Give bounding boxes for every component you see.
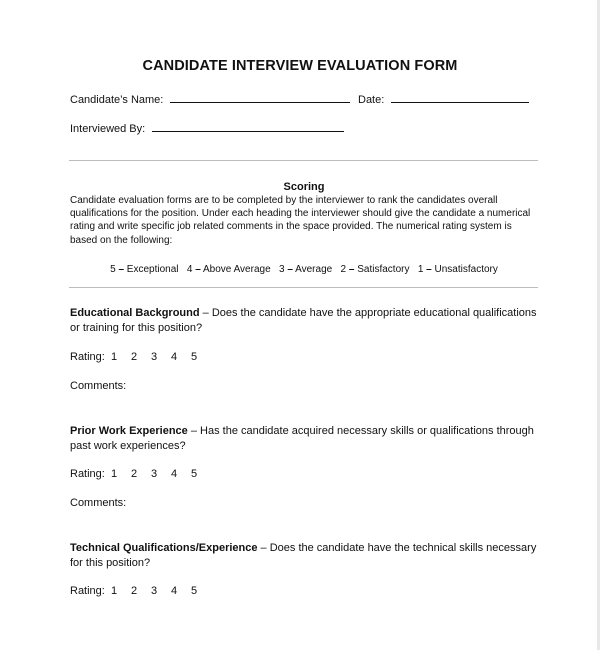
rating-option-1[interactable]: 1 <box>110 351 118 363</box>
candidate-name-row <box>70 93 350 106</box>
scale-item: 5 – Exceptional <box>110 264 179 275</box>
rating-option-4[interactable]: 4 <box>170 351 178 363</box>
rating-option-3[interactable]: 3 <box>150 585 158 597</box>
rating-option-3[interactable]: 3 <box>150 468 158 480</box>
rating-label: Rating: <box>70 585 105 597</box>
section-question: Has the candidate acquired necessary skills or qualifications through past work experiences? <box>70 425 534 452</box>
rating-option-1[interactable]: 1 <box>110 585 118 597</box>
form-title: CANDIDATE INTERVIEW EVALUATION FORM <box>142 58 458 74</box>
interviewed-by-row <box>70 122 344 135</box>
rating-option-5[interactable]: 5 <box>190 585 198 597</box>
scoring-heading: Scoring <box>283 181 325 193</box>
comments-label: Comments: <box>70 380 127 392</box>
rating-option-5[interactable]: 5 <box>190 468 198 480</box>
scale-item: 1 – Unsatisfactory <box>417 264 498 275</box>
rating-option-4[interactable]: 4 <box>170 585 178 597</box>
date-field[interactable] <box>391 93 529 103</box>
candidate-name-field[interactable] <box>170 93 350 103</box>
scale-item: 2 – Satisfactory <box>340 264 410 275</box>
rating-option-2[interactable]: 2 <box>130 351 138 363</box>
question-prior-work-experience: Prior Work Experience – Has the candidate acquired necessary skills or qualifications through past work experiences? <box>70 425 534 452</box>
scale-item: 4 – Above Average <box>186 264 271 275</box>
divider <box>69 287 538 288</box>
question-technical-qualifications: Technical Qualifications/Experience – Does the candidate have the technical skills necessary for this position? <box>70 542 537 569</box>
interviewed-by-label: Interviewed By: <box>70 123 146 135</box>
candidate-name-label: Candidate’s Name: <box>70 94 164 106</box>
rating-option-2[interactable]: 2 <box>130 468 138 480</box>
scoring-intro: Candidate evaluation forms are to be completed by the interviewer to rank the candidates overall qualifications for the position. Under each heading the interviewer should give the candidate a numerical rating and write specific job related comments in the space provided. The numerical rating system is based on the following: <box>70 195 531 246</box>
question-educational-background: Educational Background – Does the candidate have the appropriate educational qualifications or training for this position? <box>70 307 537 334</box>
section-heading: Prior Work Experience <box>70 425 188 437</box>
rating-row <box>70 585 211 597</box>
scale-item: 3 – Average <box>278 264 333 275</box>
rating-row <box>70 468 211 480</box>
interviewed-by-field[interactable] <box>152 122 344 132</box>
rating-label: Rating: <box>70 468 105 480</box>
section-question: Does the candidate have the appropriate educational qualifications or training for this position? <box>70 307 537 334</box>
section-question: Does the candidate have the technical skills necessary for this position? <box>70 542 537 569</box>
section-heading: Educational Background <box>70 307 200 319</box>
date-row <box>358 93 529 106</box>
rating-scale <box>0 264 600 275</box>
rating-row <box>70 351 211 363</box>
rating-option-1[interactable]: 1 <box>110 468 118 480</box>
rating-option-5[interactable]: 5 <box>190 351 198 363</box>
rating-option-4[interactable]: 4 <box>170 468 178 480</box>
rating-label: Rating: <box>70 351 105 363</box>
comments-label: Comments: <box>70 497 127 509</box>
divider <box>69 160 538 161</box>
rating-option-2[interactable]: 2 <box>130 585 138 597</box>
date-label: Date: <box>358 94 385 106</box>
rating-option-3[interactable]: 3 <box>150 351 158 363</box>
section-heading: Technical Qualifications/Experience <box>70 542 258 554</box>
